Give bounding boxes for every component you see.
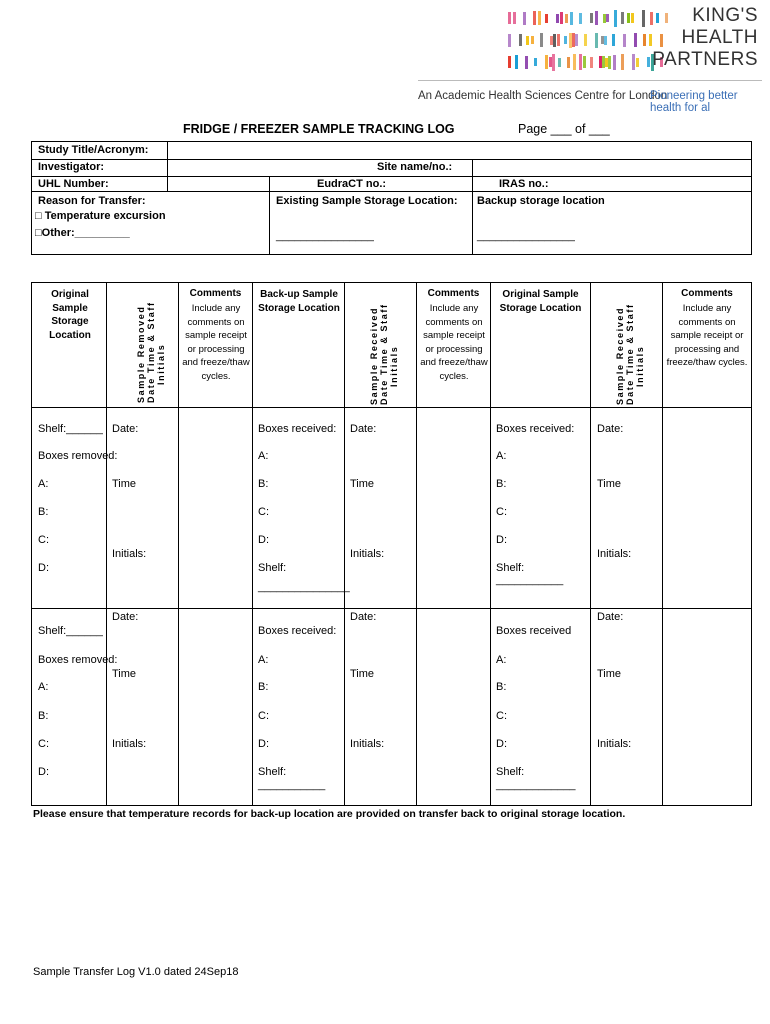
page-number-label: Page ___ of ___ bbox=[518, 122, 610, 136]
logo-line-3: PARTNERS bbox=[652, 49, 758, 70]
row2-orig-b[interactable]: B: bbox=[496, 681, 507, 693]
row2-orig-c[interactable]: C: bbox=[496, 710, 507, 722]
row1-orig-c[interactable]: C: bbox=[496, 506, 507, 518]
row2-received-date[interactable]: Date: bbox=[350, 611, 377, 623]
logo-bar bbox=[660, 34, 663, 47]
logo-bar bbox=[575, 34, 578, 46]
row1-backup-shelf[interactable]: Shelf: bbox=[258, 562, 287, 574]
info-table bbox=[31, 141, 752, 255]
col-sample-received-2: Sample Received Date Time & Staff Initials bbox=[615, 303, 645, 405]
logo-bar bbox=[632, 54, 635, 70]
row1-orig-received-initials[interactable]: Initials: bbox=[597, 548, 632, 560]
row2-received-initials[interactable]: Initials: bbox=[350, 738, 385, 750]
logo-bar bbox=[538, 11, 541, 25]
logo-bar bbox=[595, 33, 598, 48]
logo-bar bbox=[643, 34, 646, 46]
logo-bar bbox=[590, 57, 593, 68]
row2-backup-a[interactable]: A: bbox=[258, 654, 269, 666]
row2-orig-a[interactable]: A: bbox=[496, 654, 507, 666]
row1-shelf[interactable]: Shelf:______ bbox=[38, 423, 103, 435]
backup-location-field[interactable]: ________________ bbox=[477, 230, 575, 242]
row1-boxes-removed: Boxes removed: bbox=[38, 450, 118, 462]
row2-backup-shelf-blank: ___________ bbox=[258, 779, 326, 791]
row1-orig-b[interactable]: B: bbox=[496, 478, 507, 490]
logo-bar bbox=[621, 54, 624, 70]
row1-orig-shelf[interactable]: Shelf: bbox=[496, 562, 525, 574]
logo-bar bbox=[590, 13, 593, 23]
row2-orig-shelf-blank: _____________ bbox=[496, 779, 576, 791]
logo-bar bbox=[508, 12, 511, 24]
existing-location-label: Existing Sample Storage Location: bbox=[276, 195, 458, 207]
row1-received-time[interactable]: Time bbox=[350, 478, 375, 490]
logo-bar bbox=[556, 14, 559, 23]
study-title-label: Study Title/Acronym: bbox=[38, 144, 149, 156]
logo-bar bbox=[533, 11, 536, 25]
logo-bar bbox=[665, 13, 668, 23]
logo-bar bbox=[584, 34, 587, 46]
footnote: Please ensure that temperature records for back-up location are provided on transfer back to original storage location. bbox=[33, 808, 626, 820]
logo-bar bbox=[526, 36, 529, 45]
col-sample-received-1: Sample Received Date Time & Staff Initials bbox=[369, 303, 399, 405]
row1-d[interactable]: D: bbox=[38, 562, 49, 574]
row1-a[interactable]: A: bbox=[38, 478, 49, 490]
row1-backup-d[interactable]: D: bbox=[258, 534, 269, 546]
col-sample-removed: Sample Removed Date Time & Staff Initials bbox=[136, 301, 166, 403]
logo-bar bbox=[508, 34, 511, 47]
row1-b[interactable]: B: bbox=[38, 506, 49, 518]
row1-orig-received-time[interactable]: Time bbox=[597, 478, 622, 490]
logo-bar bbox=[552, 54, 555, 71]
logo-bar bbox=[606, 14, 609, 22]
tracking-grid bbox=[31, 282, 752, 806]
logo-bar bbox=[540, 33, 543, 47]
eudract-label: EudraCT no.: bbox=[317, 178, 387, 190]
logo-bar bbox=[508, 56, 511, 68]
row1-backup-c[interactable]: C: bbox=[258, 506, 269, 518]
logo-bar bbox=[656, 13, 659, 23]
row2-boxes-removed: Boxes removed: bbox=[38, 654, 118, 666]
row2-b[interactable]: B: bbox=[38, 710, 49, 722]
logo-bar bbox=[579, 13, 582, 24]
row2-initials[interactable]: Initials: bbox=[112, 738, 147, 750]
row1-time[interactable]: Time bbox=[112, 478, 137, 490]
logo-bars bbox=[508, 10, 668, 70]
col-comments-2-body: Include any comments on sample receipt or processing and freeze/thaw cycles. bbox=[420, 303, 488, 382]
row1-backup-boxes-received: Boxes received: bbox=[258, 423, 337, 435]
row2-backup-d[interactable]: D: bbox=[258, 738, 269, 750]
row2-a[interactable]: A: bbox=[38, 681, 49, 693]
site-label: Site name/no.: bbox=[377, 161, 453, 173]
logo-bar bbox=[623, 34, 626, 47]
row1-backup-shelf-blank: _______________ bbox=[258, 581, 350, 593]
row2-c[interactable]: C: bbox=[38, 738, 49, 750]
logo-bar bbox=[627, 13, 630, 23]
logo-bar bbox=[631, 13, 634, 23]
row2-date[interactable]: Date: bbox=[112, 611, 139, 623]
logo-bar bbox=[636, 58, 639, 67]
investigator-label: Investigator: bbox=[38, 161, 105, 173]
logo-bar bbox=[579, 54, 582, 70]
tagline-right: Pioneering better health for al bbox=[650, 90, 738, 114]
logo-bar bbox=[545, 55, 548, 69]
logo-bar bbox=[612, 34, 615, 46]
col-comments-1-title: Comments bbox=[189, 288, 242, 299]
row1-backup-a[interactable]: A: bbox=[258, 450, 269, 462]
logo-bar bbox=[515, 55, 518, 69]
other-checkbox[interactable]: □Other:_________ bbox=[35, 227, 130, 239]
row1-orig-shelf-blank: ___________ bbox=[496, 574, 564, 586]
row2-orig-boxes-received: Boxes received bbox=[496, 625, 572, 637]
row2-orig-received-date[interactable]: Date: bbox=[597, 611, 624, 623]
row2-backup-c[interactable]: C: bbox=[258, 710, 269, 722]
row2-shelf[interactable]: Shelf:______ bbox=[38, 625, 103, 637]
logo-bar bbox=[553, 34, 556, 47]
row2-d[interactable]: D: bbox=[38, 766, 49, 778]
row1-initials[interactable]: Initials: bbox=[112, 548, 147, 560]
logo-bar bbox=[583, 56, 586, 68]
col-comments-3-body: Include any comments on sample receipt or processing and freeze/thaw cycles. bbox=[666, 303, 748, 368]
logo-bar bbox=[595, 11, 598, 25]
row1-orig-d[interactable]: D: bbox=[496, 534, 507, 546]
col-comments-2-title: Comments bbox=[427, 288, 480, 299]
tagline-left: An Academic Health Sciences Centre for London bbox=[418, 90, 668, 102]
document-footer: Sample Transfer Log V1.0 dated 24Sep18 bbox=[33, 966, 239, 978]
row2-orig-received-time[interactable]: Time bbox=[597, 668, 622, 680]
logo-bar bbox=[608, 56, 611, 69]
logo-bar bbox=[650, 12, 653, 25]
row1-date[interactable]: Date: bbox=[112, 423, 139, 435]
logo-bar bbox=[558, 58, 561, 67]
reason-label: Reason for Transfer: bbox=[38, 195, 146, 207]
logo-bar bbox=[642, 10, 645, 27]
col-original-location-2: Original Sample Storage Location bbox=[499, 289, 582, 314]
logo-bar bbox=[565, 14, 568, 23]
row2-backup-boxes-received: Boxes received: bbox=[258, 625, 337, 637]
logo-bar bbox=[531, 36, 534, 44]
row2-time[interactable]: Time bbox=[112, 668, 137, 680]
logo-bar bbox=[647, 57, 650, 67]
row1-received-initials[interactable]: Initials: bbox=[350, 548, 385, 560]
row1-orig-boxes-received: Boxes received: bbox=[496, 423, 575, 435]
row1-c[interactable]: C: bbox=[38, 534, 49, 546]
logo-bar bbox=[525, 56, 528, 69]
logo-bar bbox=[621, 12, 624, 24]
logo-line-2: HEALTH bbox=[681, 27, 758, 48]
row2-orig-shelf[interactable]: Shelf: bbox=[496, 766, 525, 778]
backup-location-label: Backup storage location bbox=[477, 195, 605, 207]
iras-label: IRAS no.: bbox=[499, 178, 549, 190]
logo-bar bbox=[649, 34, 652, 46]
col-comments-1-body: Include any comments on sample receipt or processing and freeze/thaw cycles. bbox=[182, 303, 250, 382]
row2-received-time[interactable]: Time bbox=[350, 668, 375, 680]
page-title: FRIDGE / FREEZER SAMPLE TRACKING LOG bbox=[183, 122, 455, 136]
row1-backup-b[interactable]: B: bbox=[258, 478, 269, 490]
col-original-location: Original Sample Storage Location bbox=[49, 289, 91, 341]
row1-orig-received-date[interactable]: Date: bbox=[597, 423, 624, 435]
logo-bar bbox=[523, 12, 526, 25]
row2-backup-b[interactable]: B: bbox=[258, 681, 269, 693]
logo-bar bbox=[634, 33, 637, 47]
logo-bar bbox=[534, 58, 537, 66]
row2-backup-shelf[interactable]: Shelf: bbox=[258, 766, 287, 778]
logo-bar bbox=[513, 12, 516, 24]
logo-bar bbox=[557, 34, 560, 46]
logo-bar bbox=[570, 12, 573, 25]
row1-orig-a[interactable]: A: bbox=[496, 450, 507, 462]
logo-bar bbox=[614, 10, 617, 27]
logo-bar bbox=[573, 54, 576, 70]
row2-orig-d[interactable]: D: bbox=[496, 738, 507, 750]
logo-bar bbox=[545, 14, 548, 23]
logo-bar bbox=[567, 57, 570, 68]
logo-bar bbox=[519, 34, 522, 46]
header-rule bbox=[418, 80, 762, 81]
row2-orig-received-initials[interactable]: Initials: bbox=[597, 738, 632, 750]
logo-bar bbox=[604, 36, 607, 45]
logo-line-1: KING'S bbox=[692, 5, 758, 26]
temperature-excursion-checkbox[interactable]: □ Temperature excursion bbox=[35, 210, 166, 222]
logo-bar bbox=[564, 36, 567, 44]
existing-location-field[interactable]: ________________ bbox=[276, 230, 374, 242]
logo-bar bbox=[560, 12, 563, 24]
row1-received-date[interactable]: Date: bbox=[350, 423, 377, 435]
logo-bar bbox=[613, 55, 616, 70]
col-backup-location: Back-up Sample Storage Location bbox=[258, 289, 340, 314]
uhl-number-label: UHL Number: bbox=[38, 178, 109, 190]
col-comments-3-title: Comments bbox=[681, 288, 733, 299]
